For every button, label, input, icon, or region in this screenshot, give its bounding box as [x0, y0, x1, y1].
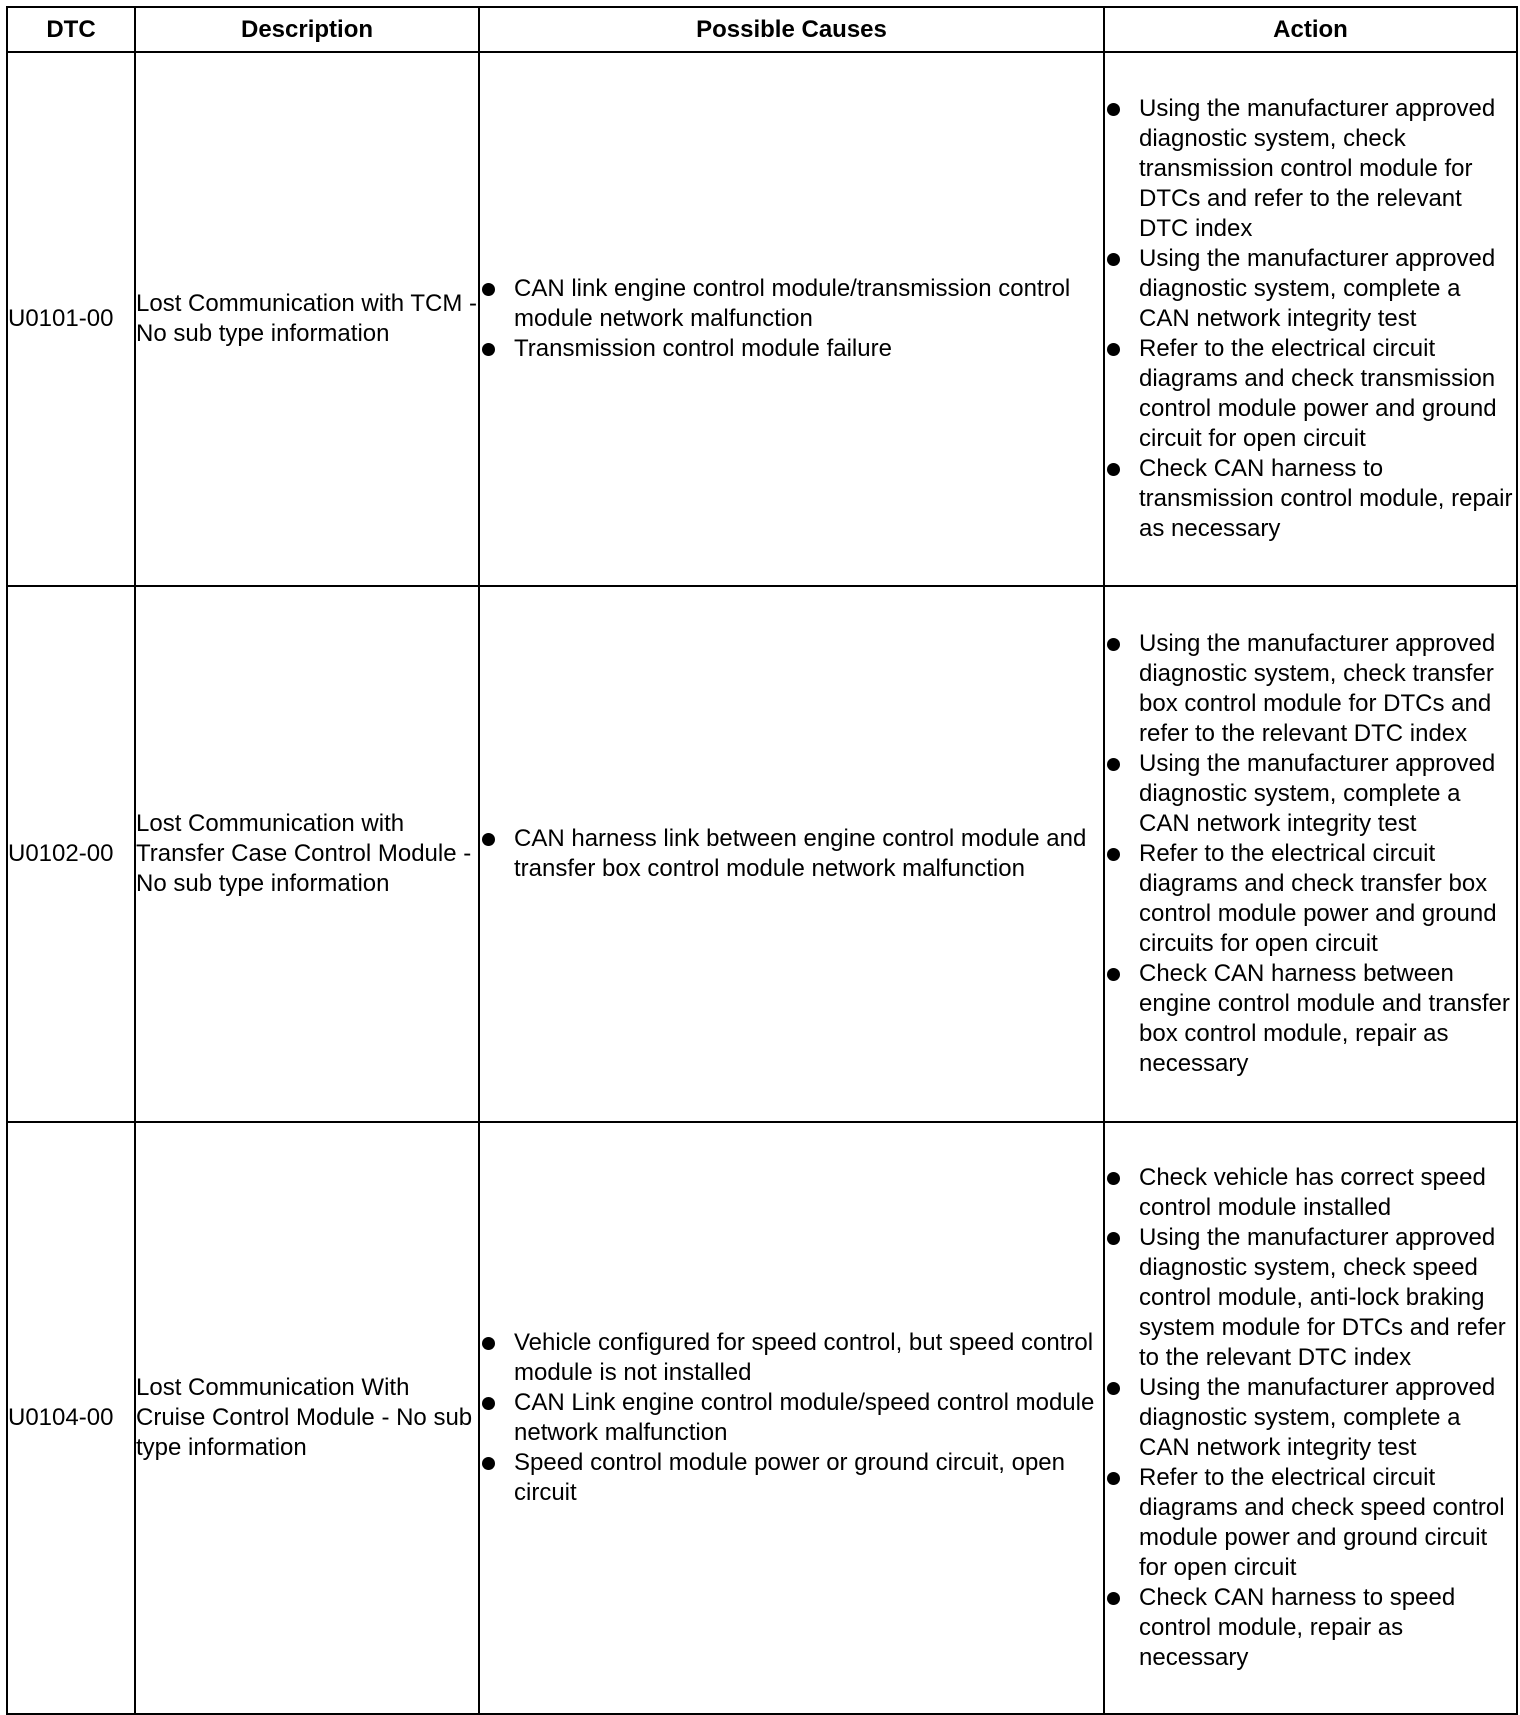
causes-list — [480, 1328, 1103, 1508]
table-row — [7, 52, 1517, 586]
action-text: Refer to the electrical circuit diagrams and check speed control module power and ground circuit for open circuit — [1139, 1464, 1505, 1581]
list-item — [1105, 1163, 1516, 1223]
dtc-table — [6, 6, 1518, 1715]
bullet-icon — [482, 1337, 495, 1350]
bullet-icon — [482, 1397, 495, 1410]
list-item — [1105, 839, 1516, 959]
list-item — [1105, 94, 1516, 244]
bullet-icon — [1107, 343, 1120, 356]
action-text: Using the manufacturer approved diagnostic system, check transmission control module for DTCs and refer to the relevant DTC index — [1139, 95, 1496, 242]
list-item — [1105, 1223, 1516, 1373]
bullet-icon — [1107, 1382, 1120, 1395]
list-item — [480, 334, 1103, 364]
list-item — [1105, 334, 1516, 454]
bullet-icon — [1107, 1592, 1120, 1605]
action-text: Check CAN harness between engine control module and transfer box control module, repair as necessary — [1139, 960, 1510, 1077]
bullet-icon — [1107, 848, 1120, 861]
list-item — [1105, 454, 1516, 544]
bullet-icon — [482, 833, 495, 846]
action-text: Using the manufacturer approved diagnostic system, complete a CAN network integrity test — [1139, 245, 1496, 332]
bullet-icon — [1107, 463, 1120, 476]
cause-text: Vehicle configured for speed control, but speed control module is not installed — [514, 1329, 1094, 1386]
list-item — [1105, 959, 1516, 1079]
action-text: Using the manufacturer approved diagnostic system, complete a CAN network integrity test — [1139, 750, 1496, 837]
bullet-icon — [1107, 103, 1120, 116]
cause-text: Transmission control module failure — [514, 335, 892, 362]
action-list — [1105, 94, 1516, 544]
action-cell — [1104, 586, 1517, 1122]
bullet-icon — [1107, 253, 1120, 266]
header-description: Description — [135, 7, 479, 52]
list-item — [480, 1448, 1103, 1508]
description-cell: Lost Communication with Transfer Case Control Module - No sub type information — [135, 586, 479, 1122]
list-item — [1105, 1583, 1516, 1673]
causes-cell — [479, 1122, 1104, 1714]
action-text: Refer to the electrical circuit diagrams and check transfer box control module power and ground circuits for open circuit — [1139, 840, 1497, 957]
causes-cell — [479, 52, 1104, 586]
table-row — [7, 1122, 1517, 1714]
action-text: Check CAN harness to speed control module, repair as necessary — [1139, 1584, 1456, 1671]
bullet-icon — [1107, 1172, 1120, 1185]
list-item — [480, 274, 1103, 334]
bullet-icon — [1107, 638, 1120, 651]
bullet-icon — [482, 283, 495, 296]
action-text: Using the manufacturer approved diagnostic system, check speed control module, anti-lock braking system module for DTCs and refer to the relevant DTC index — [1139, 1224, 1506, 1371]
list-item — [1105, 1463, 1516, 1583]
header-dtc: DTC — [7, 7, 135, 52]
bullet-icon — [1107, 1232, 1120, 1245]
cause-text: CAN link engine control module/transmission control module network malfunction — [514, 275, 1071, 332]
description-cell: Lost Communication with TCM - No sub type information — [135, 52, 479, 586]
cause-text: CAN Link engine control module/speed control module network malfunction — [514, 1389, 1095, 1446]
bullet-icon — [1107, 1472, 1120, 1485]
header-possible-causes: Possible Causes — [479, 7, 1104, 52]
table-header-row — [7, 7, 1517, 52]
bullet-icon — [1107, 968, 1120, 981]
action-text: Using the manufacturer approved diagnostic system, check transfer box control module for DTCs and refer to the relevant DTC index — [1139, 630, 1496, 747]
dtc-code-cell: U0101-00 — [7, 52, 135, 586]
causes-cell — [479, 586, 1104, 1122]
bullet-icon — [482, 1457, 495, 1470]
header-action: Action — [1104, 7, 1517, 52]
cause-text: CAN harness link between engine control module and transfer box control module network malfunction — [514, 825, 1087, 882]
bullet-icon — [1107, 758, 1120, 771]
dtc-code-cell: U0104-00 — [7, 1122, 135, 1714]
list-item — [480, 824, 1103, 884]
causes-list — [480, 824, 1103, 884]
causes-list — [480, 274, 1103, 364]
action-cell — [1104, 52, 1517, 586]
action-list — [1105, 1163, 1516, 1673]
action-text: Using the manufacturer approved diagnostic system, complete a CAN network integrity test — [1139, 1374, 1496, 1461]
action-text: Refer to the electrical circuit diagrams and check transmission control module power and ground circuit for open circuit — [1139, 335, 1497, 452]
list-item — [480, 1388, 1103, 1448]
list-item — [1105, 1373, 1516, 1463]
action-cell — [1104, 1122, 1517, 1714]
dtc-code-cell: U0102-00 — [7, 586, 135, 1122]
action-list — [1105, 629, 1516, 1079]
list-item — [1105, 749, 1516, 839]
list-item — [1105, 244, 1516, 334]
list-item — [1105, 629, 1516, 749]
description-cell: Lost Communication With Cruise Control Module - No sub type information — [135, 1122, 479, 1714]
action-text: Check vehicle has correct speed control module installed — [1139, 1164, 1486, 1221]
bullet-icon — [482, 343, 495, 356]
list-item — [480, 1328, 1103, 1388]
table-row — [7, 586, 1517, 1122]
cause-text: Speed control module power or ground circuit, open circuit — [514, 1449, 1065, 1506]
action-text: Check CAN harness to transmission control module, repair as necessary — [1139, 455, 1513, 542]
